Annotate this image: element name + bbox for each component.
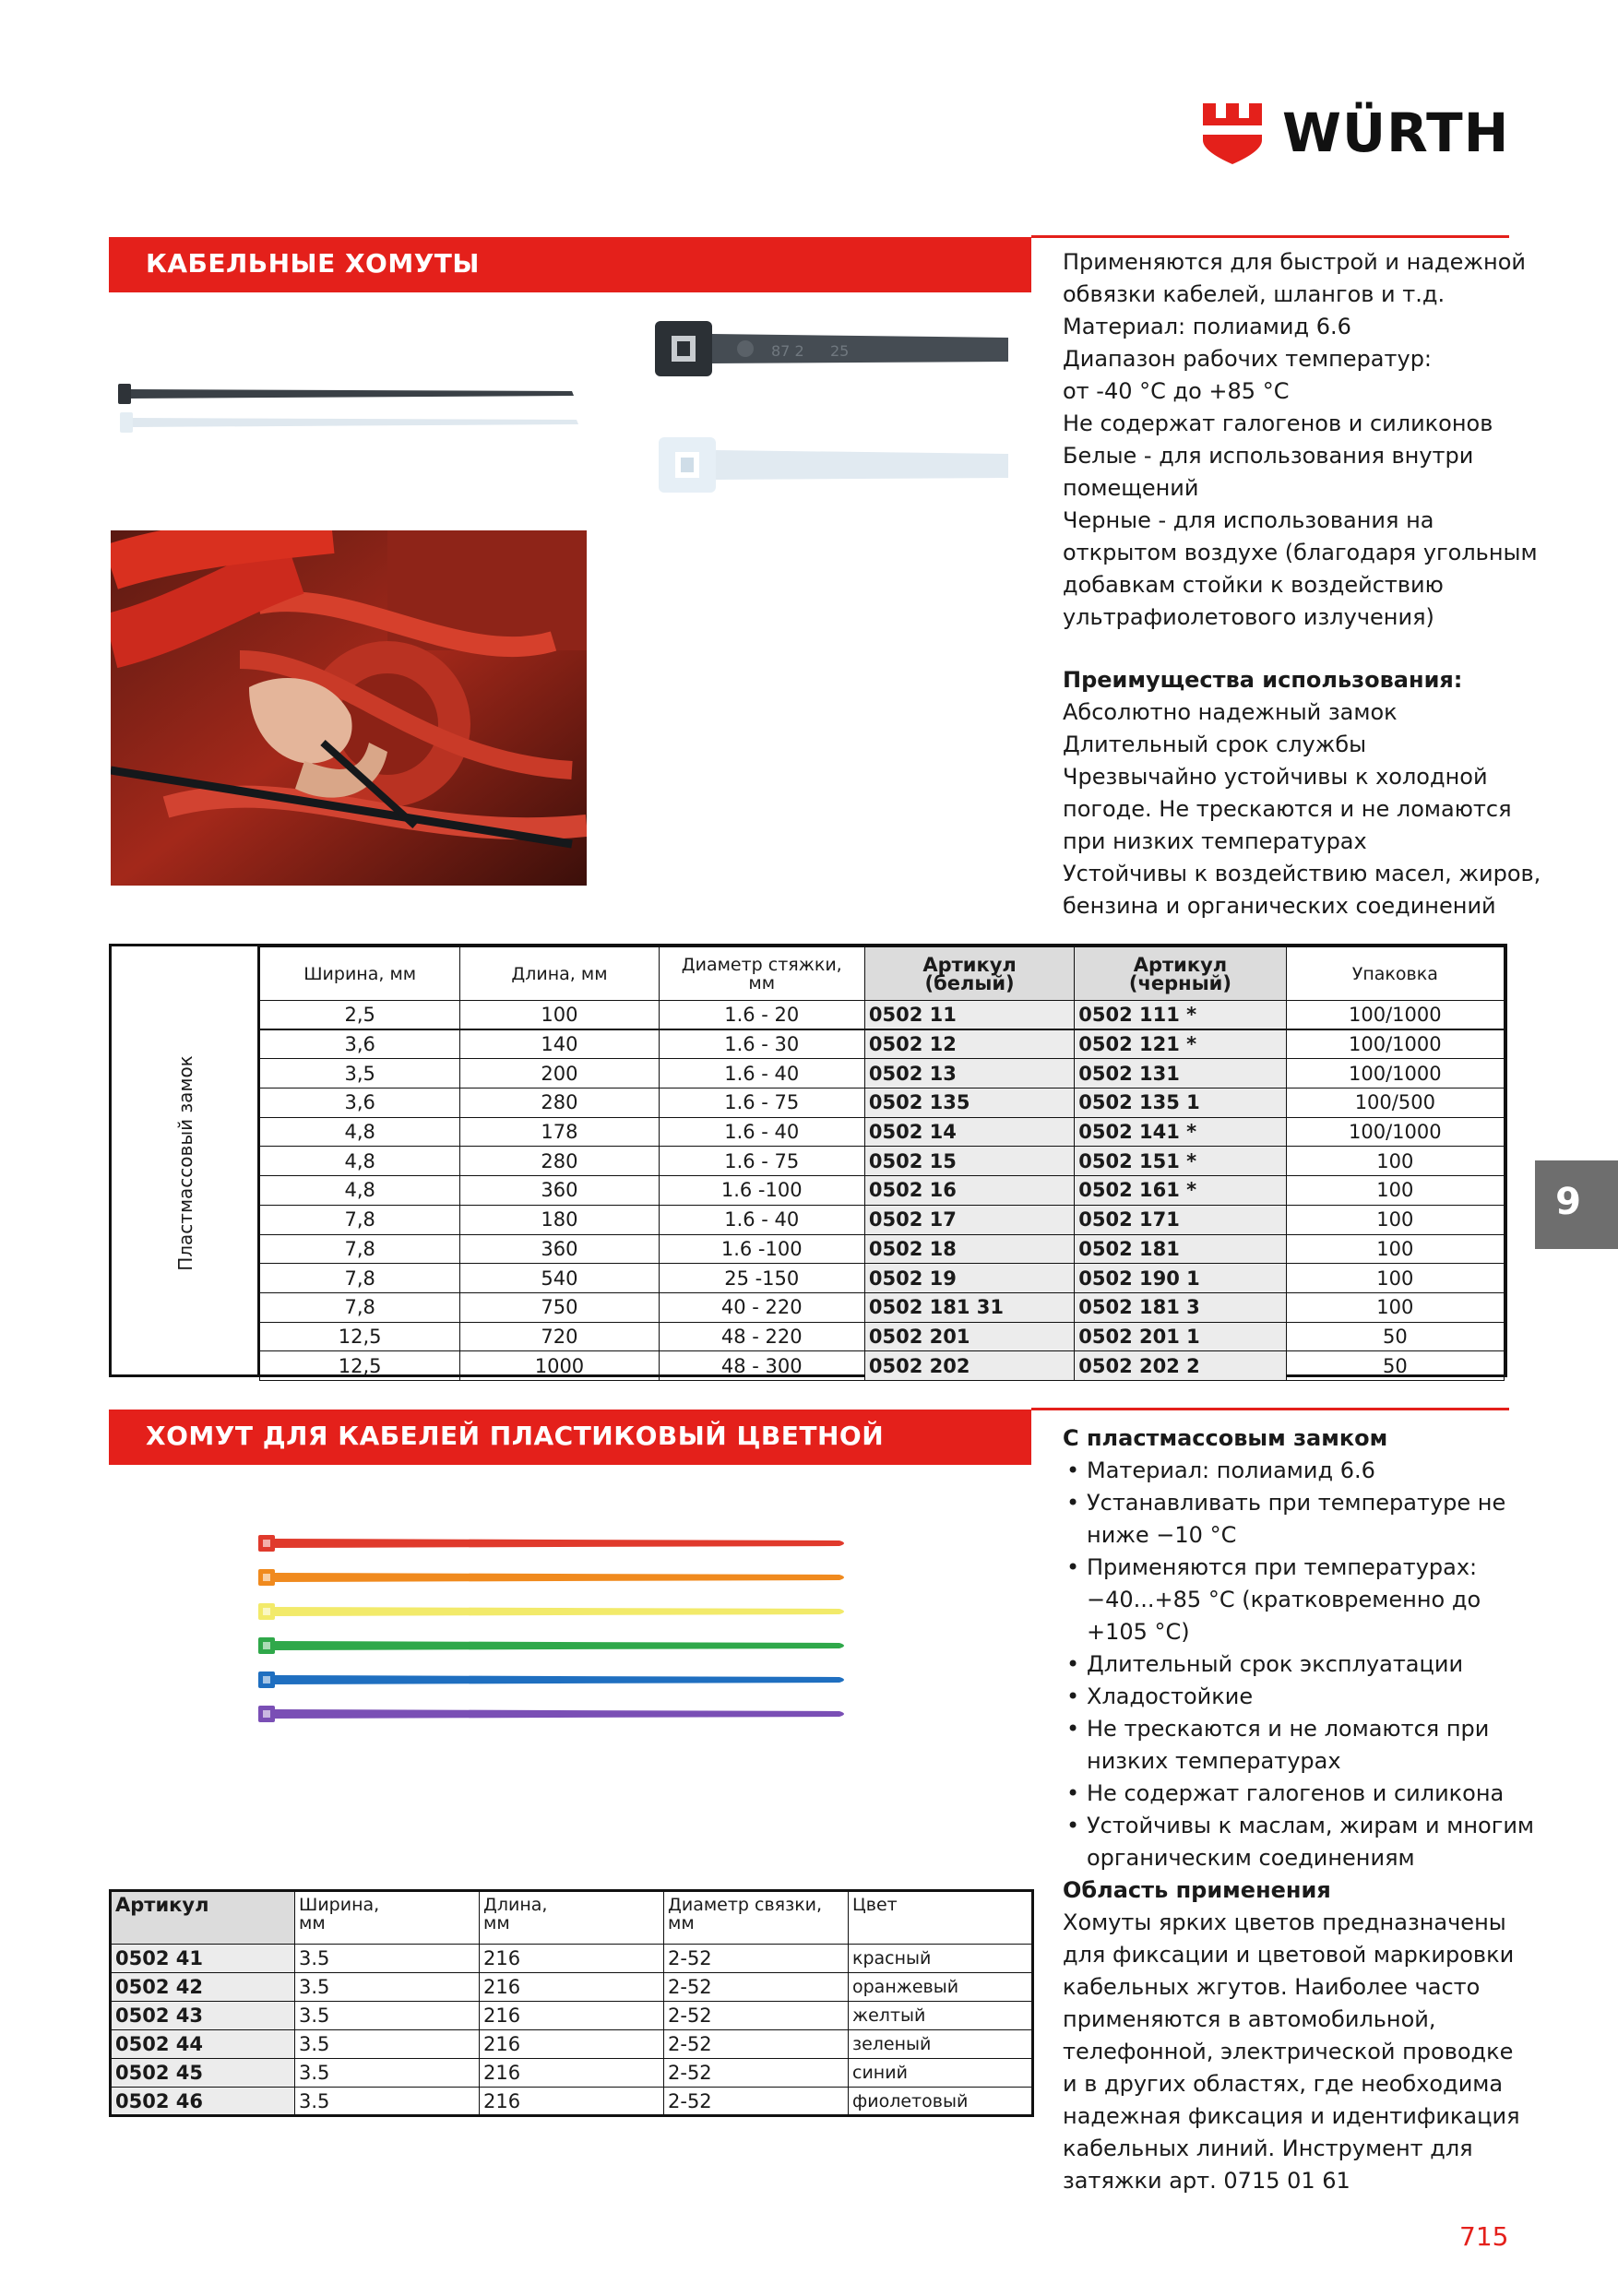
table-row [111,2088,1033,2116]
table-cell: 0502 135 [864,1089,1074,1118]
table-cell: 3.5 [295,2002,480,2030]
desc-line: добавкам стойки к воздействию [1063,572,1444,598]
column-header-text: Диаметр связки, [668,1895,823,1915]
colored-tie [258,1535,844,1552]
table-cell: 0502 131 [1075,1059,1286,1089]
advantage-line: Абсолютно надежный замок [1063,699,1398,725]
bullet-item [1063,1713,1524,1778]
table-row [260,1029,1505,1059]
table-cell: 40 - 220 [659,1292,864,1322]
table-cell: 3.5 [295,1945,480,1973]
table-cell: 180 [460,1205,659,1234]
section2-header [109,1410,1031,1465]
table-row [260,1322,1505,1351]
column-header-text: Длина, мм [511,963,608,984]
table-row [260,1059,1505,1089]
table-cell: 100/1000 [1286,1001,1504,1030]
colored-tie [258,1637,844,1654]
advantage-line: при низких температурах [1063,828,1367,854]
table-cell: 178 [460,1117,659,1147]
bullet-item [1063,1778,1524,1810]
table-cell: 2-52 [664,2002,849,2030]
table-cell: 0502 43 [111,2002,295,2030]
table-cell: 216 [480,2088,664,2116]
table-cell: 4,8 [260,1117,460,1147]
desc-line: Белые - для использования внутри [1063,443,1474,469]
section1-advantages [1063,664,1541,922]
table-cell: 360 [460,1234,659,1264]
tie-marking-right: 25 [830,342,850,360]
table-header-row [111,1891,1033,1945]
table-cell: желтый [849,2002,1033,2030]
table-cell: 50 [1286,1351,1504,1381]
bullet-line: • Устанавливать при температуре не [1087,1490,1506,1516]
table-cell: 0502 42 [111,1973,295,2002]
table-cell: 216 [480,2059,664,2088]
section1-rule [1031,235,1509,238]
table-cell: 0502 181 3 [1075,1292,1286,1322]
table-row [260,1147,1505,1176]
table-cell: 0502 121 * [1075,1029,1286,1059]
table-cell: 4,8 [260,1147,460,1176]
table-cell: 3.5 [295,2059,480,2088]
colored-tie [258,1569,844,1586]
cable-ties-illustration [111,374,590,438]
colored-tie [258,1603,844,1620]
desc-line: обвязки кабелей, шлангов и т.д. [1063,281,1445,307]
table-cell: 100/1000 [1286,1029,1504,1059]
table-cell: 2-52 [664,1945,849,1973]
table-cell: 0502 135 1 [1075,1089,1286,1118]
column-header-text: Диаметр стяжки, [681,954,842,975]
table-cell: 100 [460,1001,659,1030]
table-row [111,2030,1033,2059]
application-title: Область применения [1063,1877,1331,1903]
table-cell: 4,8 [260,1176,460,1206]
advantage-line: Устойчивы к воздействию масел, жиров, [1063,861,1541,886]
bullet-item [1063,1810,1535,1874]
column-header-text: мм [668,1913,695,1933]
table-cell: 0502 41 [111,1945,295,1973]
application-line: телефонной, электрической проводке [1063,2039,1514,2064]
table-cell: 1.6 - 75 [659,1089,864,1118]
table-cell: 0502 201 1 [1075,1322,1286,1351]
table-cell: 100 [1286,1292,1504,1322]
table-cell: 7,8 [260,1205,460,1234]
desc-line: Материал: полиамид 6.6 [1063,314,1351,339]
section1-header [109,237,1031,292]
colored-ties-table [109,1889,1034,2117]
bullet-line: • Устойчивы к маслам, жирам и многим [1087,1813,1535,1838]
table-cell: 1.6 - 40 [659,1205,864,1234]
table-cell: фиолетовый [849,2088,1033,2116]
column-header-text: Цвет [852,1895,898,1915]
bullet-line: ниже −10 °С [1087,1522,1237,1548]
desc-line: Черные - для использования на [1063,507,1434,533]
table-cell: 216 [480,2030,664,2059]
table-cell: синий [849,2059,1033,2088]
section1-title: КАБЕЛЬНЫЕ ХОМУТЫ [146,248,480,279]
bullet-item [1063,1487,1524,1552]
bullet-item [1063,1681,1524,1713]
table-cell: 0502 181 [1075,1234,1286,1264]
page-number: 715 [1459,2221,1509,2252]
table-row [260,1001,1505,1030]
table-cell: 3,6 [260,1089,460,1118]
bullet-line: +105 °С) [1087,1619,1190,1645]
table-header-row [260,947,1505,1001]
column-header-text: мм [748,972,776,993]
table-cell: 0502 19 [864,1264,1074,1293]
column-header [460,947,659,1001]
colored-tie [258,1706,844,1722]
column-header-text: (черный) [1128,971,1231,994]
table-cell: 540 [460,1264,659,1293]
table-cell: 100 [1286,1234,1504,1264]
column-header-text: Ширина, [299,1895,380,1915]
table-cell: 1.6 - 30 [659,1029,864,1059]
bullet-line: −40...+85 °С (кратковременно до [1087,1587,1481,1612]
colored-tie [258,1671,844,1688]
bullet-line: низких температурах [1087,1748,1341,1774]
application-photo [111,530,587,886]
table-row [111,1973,1033,2002]
column-header [1286,947,1504,1001]
table-row [111,1945,1033,1973]
table-cell: 3.5 [295,2088,480,2116]
table-cell: 0502 11 [864,1001,1074,1030]
section2-rule [1031,1408,1509,1410]
desc-line: открытом воздухе (благодаря угольным [1063,540,1538,565]
column-header-text: Ширина, мм [303,963,417,984]
table-cell: 7,8 [260,1234,460,1264]
tie-marking-left: 87 2 [771,342,804,360]
cable-ties-table [109,944,1507,1377]
bullet-line: • Материал: полиамид 6.6 [1087,1457,1375,1483]
table-cell: 216 [480,2002,664,2030]
table-cell: 2,5 [260,1001,460,1030]
table-cell: 0502 15 [864,1147,1074,1176]
column-header [295,1891,480,1945]
column-header [260,947,460,1001]
table-row [260,1292,1505,1322]
bullet-item [1063,1552,1524,1648]
bullet-line: • Не трескаются и не ломаются при [1087,1716,1490,1742]
table-cell: 0502 190 1 [1075,1264,1286,1293]
column-header-text: (белый) [924,971,1015,994]
table-row [260,1117,1505,1147]
table-cell: 100 [1286,1176,1504,1206]
table-cell: 2-52 [664,2030,849,2059]
table-cell: 0502 181 31 [864,1292,1074,1322]
table-cell: 0502 44 [111,2030,295,2059]
table-cell: 720 [460,1322,659,1351]
table-cell: 0502 201 [864,1322,1074,1351]
table-row [260,1264,1505,1293]
advantage-line: Длительный срок службы [1063,732,1367,757]
table-cell: 216 [480,1945,664,1973]
column-header [849,1891,1033,1945]
section2-description [1063,1422,1535,2197]
desc-line: Диапазон рабочих температур: [1063,346,1433,372]
table-cell: 3.5 [295,1973,480,2002]
table-cell: 1.6 - 40 [659,1059,864,1089]
column-header-text: Упаковка [1351,963,1438,984]
table-cell: оранжевый [849,1973,1033,2002]
tie-heads-closeup [653,315,1013,509]
table-cell: 50 [1286,1322,1504,1351]
table-cell: 360 [460,1176,659,1206]
table-cell: 0502 14 [864,1117,1074,1147]
table-cell: 0502 13 [864,1059,1074,1089]
application-line: и в других областях, где необходима [1063,2071,1504,2097]
table-cell: 2-52 [664,1973,849,2002]
table-cell: 0502 46 [111,2088,295,2116]
column-header [480,1891,664,1945]
desc-line: помещений [1063,475,1199,501]
advantage-line: Чрезвычайно устойчивы к холодной [1063,764,1488,790]
table-cell: 750 [460,1292,659,1322]
column-header [664,1891,849,1945]
table-row [260,1089,1505,1118]
table-row [111,2002,1033,2030]
table-cell: 25 -150 [659,1264,864,1293]
column-header-text: Длина, [483,1895,548,1915]
table-cell: 0502 171 [1075,1205,1286,1234]
table-row [260,1351,1505,1381]
bullet-line: • Хладостойкие [1087,1683,1254,1709]
table-cell: 1000 [460,1351,659,1381]
table-cell: 0502 16 [864,1176,1074,1206]
table-cell: 3,6 [260,1029,460,1059]
application-line: кабельных жгутов. Наиболее часто [1063,1974,1481,2000]
column-header [1075,947,1286,1001]
table-cell: 1.6 - 75 [659,1147,864,1176]
table-cell: 0502 18 [864,1234,1074,1264]
table-cell: зеленый [849,2030,1033,2059]
table-cell: 216 [480,1973,664,2002]
application-line: кабельных линий. Инструмент для [1063,2135,1473,2161]
advantages-title: Преимущества использования: [1063,667,1463,693]
section2-bullets [1063,1455,1535,1874]
table-cell: 0502 202 2 [1075,1351,1286,1381]
column-header-text: Артикул [922,953,1017,976]
table-cell: 1.6 -100 [659,1176,864,1206]
table-cell: 0502 151 * [1075,1147,1286,1176]
table-cell: 48 - 300 [659,1351,864,1381]
table-cell: 2-52 [664,2059,849,2088]
desc-line: от -40 °С до +85 °С [1063,378,1290,404]
section2-title: ХОМУТ ДЛЯ КАБЕЛЕЙ ПЛАСТИКОВЫЙ ЦВЕТНОЙ [146,1421,885,1451]
bullet-line: • Длительный срок эксплуатации [1087,1651,1464,1677]
brand-name: WÜRTH [1282,101,1510,164]
bullet-line: органическим соединениям [1087,1845,1415,1871]
section2-subtitle: С пластмассовым замком [1063,1425,1388,1451]
table-cell: 12,5 [260,1351,460,1381]
bullet-item [1063,1648,1524,1681]
column-header-text: Артикул [115,1894,209,1916]
table-cell: 0502 141 * [1075,1117,1286,1147]
table-cell: 100 [1286,1205,1504,1234]
application-line: для фиксации и цветовой маркировки [1063,1942,1515,1968]
wurth-logo [1199,100,1513,166]
table-cell: 280 [460,1089,659,1118]
table-cell: 1.6 -100 [659,1234,864,1264]
bullet-item [1063,1455,1524,1487]
table-cell: 0502 161 * [1075,1176,1286,1206]
table-cell: 3.5 [295,2030,480,2059]
column-header-text: мм [483,1913,510,1933]
table-row [111,2059,1033,2088]
section1-description [1063,246,1538,634]
table-cell: 0502 45 [111,2059,295,2088]
table-cell: 140 [460,1029,659,1059]
application-line: надежная фиксация и идентификация [1063,2103,1520,2129]
section-tab-number: 9 [1555,1181,1581,1223]
table-cell: 0502 17 [864,1205,1074,1234]
application-line: Хомуты ярких цветов предназначены [1063,1909,1506,1935]
table-row [260,1234,1505,1264]
table-cell: 0502 12 [864,1029,1074,1059]
table-cell: 280 [460,1147,659,1176]
table-cell: 100/500 [1286,1089,1504,1118]
table-cell: 7,8 [260,1292,460,1322]
cable-ties-table-grid [259,946,1505,1381]
advantage-line: бензина и органических соединений [1063,893,1496,919]
application-line: затяжки арт. 0715 01 61 [1063,2168,1350,2194]
table-cell: 12,5 [260,1322,460,1351]
column-header-text: мм [299,1913,326,1933]
table-cell: 100/1000 [1286,1117,1504,1147]
desc-line: ультрафиолетового излучения) [1063,604,1434,630]
column-header [864,947,1074,1001]
bullet-line: • Не содержат галогенов и силикона [1087,1780,1505,1806]
column-header [659,947,864,1001]
table-cell: 7,8 [260,1264,460,1293]
table-cell: 3,5 [260,1059,460,1089]
table-cell: 100 [1286,1147,1504,1176]
table-cell: 1.6 - 40 [659,1117,864,1147]
table-cell: 200 [460,1059,659,1089]
table-row [260,1176,1505,1206]
table-side-label: Пластмассовый замок [174,1055,196,1271]
bullet-line: • Применяются при температурах: [1087,1554,1478,1580]
application-line: применяются в автомобильной, [1063,2006,1436,2032]
table-cell: 1.6 - 20 [659,1001,864,1030]
column-header-text: Артикул [1133,953,1228,976]
table-cell: 0502 111 * [1075,1001,1286,1030]
desc-line: Не содержат галогенов и силиконов [1063,410,1493,436]
column-header [111,1891,295,1945]
table-cell: 100 [1286,1264,1504,1293]
table-cell: 2-52 [664,2088,849,2116]
table-row [260,1205,1505,1234]
table-side-label-cell [112,946,259,1374]
table-cell: 48 - 220 [659,1322,864,1351]
advantage-line: погоде. Не трескаются и не ломаются [1063,796,1512,822]
table-cell: 100/1000 [1286,1059,1504,1089]
desc-line: Применяются для быстрой и надежной [1063,249,1526,275]
colored-ties-illustration [249,1527,858,1739]
table-cell: 0502 202 [864,1351,1074,1381]
table-cell: красный [849,1945,1033,1973]
section-tab[interactable] [1535,1160,1618,1249]
